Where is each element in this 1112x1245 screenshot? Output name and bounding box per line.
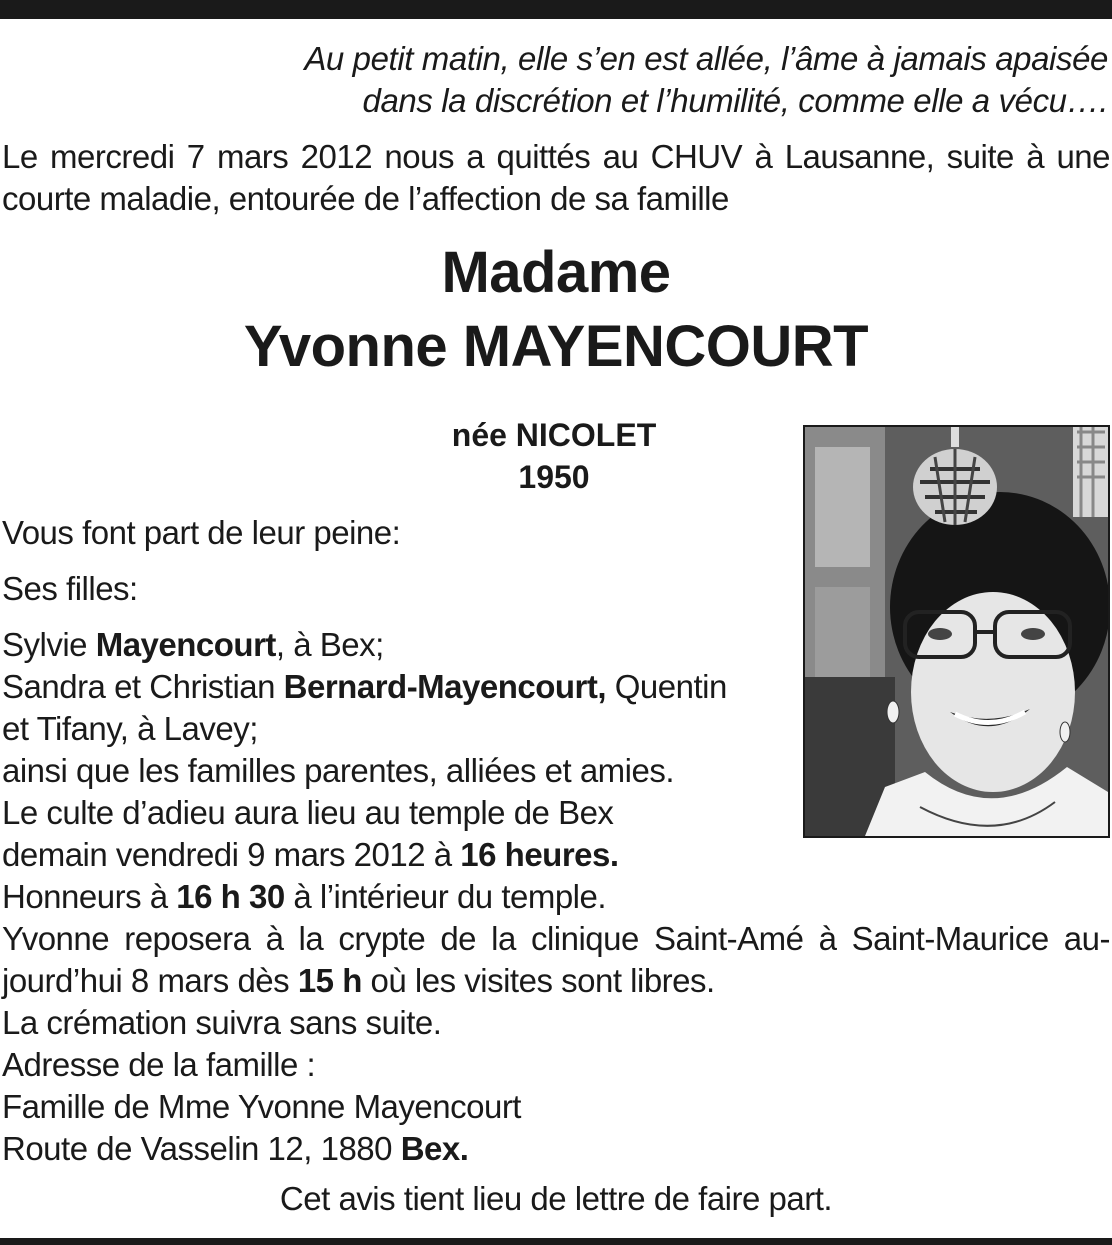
address-label: Adresse de la famille : bbox=[2, 1046, 316, 1083]
daughter-1-place: , à Bex; bbox=[275, 626, 384, 663]
portrait-photo bbox=[803, 425, 1110, 838]
bottom-rule bbox=[0, 1238, 1112, 1245]
cremation-line: La crémation suivra sans suite. bbox=[2, 1004, 442, 1041]
honneurs-time: 16 h 30 bbox=[176, 878, 285, 915]
daughter-2-first: Sandra et Christian bbox=[2, 668, 284, 705]
crypt-time: 15 h bbox=[297, 962, 362, 999]
daughter-2 bbox=[2, 666, 727, 708]
service-time: 16 heures. bbox=[460, 836, 619, 873]
honneurs-post: à l’intérieur du temple. bbox=[284, 878, 607, 915]
service-date: demain vendredi 9 mars 2012 à bbox=[2, 836, 461, 873]
address-city: Bex. bbox=[400, 1130, 469, 1167]
deceased-name: Yvonne MAYENCOURT bbox=[243, 314, 869, 379]
daughter-1 bbox=[2, 624, 384, 666]
maiden-name: née NICOLET bbox=[451, 417, 657, 453]
epigraph-line-1: Au petit matin, elle s’en est allée, l’âme à jamais apaisée bbox=[304, 40, 1108, 77]
service-line-1: Le culte d’adieu aura lieu au temple de Bex bbox=[2, 794, 614, 831]
other-families: ainsi que les familles parentes, alliées et amies. bbox=[2, 752, 675, 789]
epigraph-line-2: dans la discrétion et l’humilité, comme elle a vécu…. bbox=[362, 82, 1108, 119]
intro-line-2: courte maladie, entourée de l’affection de sa famille bbox=[2, 180, 729, 217]
address-street: Route de Vasselin 12, 1880 bbox=[2, 1130, 401, 1167]
intro-line-1: Le mercredi 7 mars 2012 nous a quittés au CHUV à Lausanne, suite à une bbox=[2, 138, 1110, 175]
daughter-1-first: Sylvie bbox=[2, 626, 96, 663]
daughter-2-last: Bernard-Mayencourt, bbox=[283, 668, 607, 705]
portrait-illustration bbox=[805, 427, 1108, 836]
crypt-line-1: Yvonne reposera à la crypte de la clinique Saint-Amé à Saint-Maurice au- bbox=[2, 920, 1110, 957]
birth-year: 1950 bbox=[518, 459, 590, 495]
daughter-2-line-2: et Tifany, à Lavey; bbox=[2, 710, 258, 747]
service-line-2 bbox=[2, 834, 619, 876]
honneurs-pre: Honneurs à bbox=[2, 878, 177, 915]
crypt-paragraph bbox=[2, 918, 1110, 1002]
family-intro: Vous font part de leur peine: bbox=[2, 514, 401, 551]
daughters-label: Ses filles: bbox=[2, 570, 138, 607]
honneurs-line bbox=[2, 876, 606, 918]
address-line-1: Famille de Mme Yvonne Mayencourt bbox=[2, 1088, 521, 1125]
daughter-1-last: Mayencourt bbox=[95, 626, 276, 663]
intro-paragraph bbox=[2, 136, 1110, 220]
top-rule bbox=[0, 0, 1112, 19]
daughter-2-rest: Quentin bbox=[606, 668, 727, 705]
epigraph bbox=[108, 38, 1108, 122]
address-line-2 bbox=[2, 1128, 468, 1170]
crypt-line-2-post: où les visites sont libres. bbox=[361, 962, 715, 999]
crypt-line-2-pre: jourd’hui 8 mars dès bbox=[2, 962, 298, 999]
closing-note: Cet avis tient lieu de lettre de faire part. bbox=[279, 1180, 833, 1217]
honorific-title: Madame bbox=[441, 240, 671, 305]
